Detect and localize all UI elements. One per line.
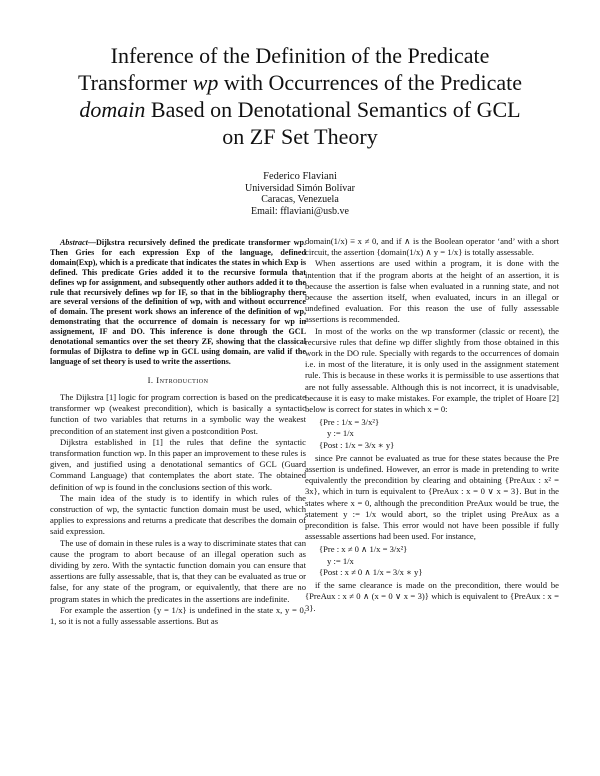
- title-line-4: on ZF Set Theory: [222, 124, 378, 149]
- title-line-2-post: with Occurrences of the Predicate: [218, 70, 522, 95]
- intro-paragraph: The Dijkstra [1] logic for program correction is based on the predicate transformer wp (weakest precondition), which is basically a syntactic function of two variables that returns in a symbolic way the weakest precondition of an statement inst given a postcondition Post.: [50, 391, 306, 436]
- author-affiliation: Universidad Simón Bolívar: [245, 182, 355, 194]
- hoare-triple-2: [319, 544, 559, 578]
- section-title: Introduction: [156, 374, 209, 385]
- body-paragraph: if the same clearance is made on the precondition, there would be {PreAux : x ≠ 0 ∧ (x = 0 ∨ x = 3)} which is equivalent to {PreAux : x = 3}.: [305, 580, 559, 613]
- author-city: Caracas, Venezuela: [261, 194, 339, 205]
- body-paragraph: since Pre cannot be evaluated as true for these states because the Pre assertion is undefined. However, an error is made in pretending to write equivalently the precondition by clearing and obtaining {PreAux : x² = 3x}, which in turn is equivalent to {PreAux : x = 0 ∨ x = 3}. But in the states where x = 0, although the precondition PreAux would be true, the statement y := 1/x would abort, so the triplet using PreAux as a precondition is false. This error would not have been possible if fully assessable assertions had been used. For instance,: [305, 452, 559, 542]
- section-heading: [50, 375, 306, 386]
- body-paragraph: In most of the works on the wp transformer (classic or recent), the recursive rules that define wp differ slightly from those obtained in this work in the DO rule. Specially with regards to the occurrences of domain i.e. in most of the literature, it is only used in the assignment statement rule. This is because in these works it is permissible to use assertions that are not fully assessable. Although this is not incorrect, it is unadvisable, because it is easy to make mistakes. For example, the triplet of Hoare [2] below is correct for states in which x = 0:: [305, 325, 559, 415]
- triple-postcondition: {Post : x ≠ 0 ∧ 1/x = 3/x ∗ y}: [319, 566, 423, 577]
- title-wp: wp: [192, 70, 219, 95]
- intro-paragraph: Dijkstra established in [1] the rules that define the syntactic transformation function wp. In this paper an improvement to these rules is given, and justified using a denotational semantics of GCL (Guard Command Language) that contemplates the abort state. The obtained definition of wp is found in the conclusions section of this work.: [50, 436, 306, 492]
- title-line-1: Inference of the Definition of the Predicate: [110, 43, 490, 68]
- author-name: Federico Flaviani: [263, 171, 337, 182]
- section-numeral: I.: [147, 374, 154, 385]
- body-paragraph: When assertions are used within a program, it is done with the intention that if the program aborts at the height of an assertion, it is because the assertion is false when evaluated in a running state, and not because the assertion itself, when evaluated, incurs in an illegal or undefined evaluation. For this reason the use of fully assessable assertions is recommended.: [305, 258, 559, 325]
- author-email: Email: fflaviani@usb.ve: [251, 205, 349, 217]
- body-paragraph: domain(1/x) ≡ x ≠ 0, and if ∧ is the Boolean operator ‘and’ with a short circuit, the assertion {domain(1/x) ∧ y = 1/x} is totally assessable.: [305, 236, 559, 258]
- intro-paragraph: The main idea of the study is to identify in which rules of the construction of wp, the syntactic function domain must be used, which applies to expressions and returns a predicate that describes the domain of said expression.: [50, 492, 306, 537]
- abstract-lead: Abstract: [60, 238, 88, 247]
- title-line-2-pre: Transformer: [78, 70, 193, 95]
- title-domain: domain: [79, 97, 146, 122]
- hoare-triple-1: [319, 417, 559, 451]
- intro-paragraph: For example the assertion {y = 1/x} is undefined in the state x, y = 0, 1, so it is not a fully assessable assertions. But as: [50, 604, 306, 627]
- abstract: [50, 238, 306, 367]
- author-block: [150, 171, 450, 217]
- triple-precondition: {Pre : x ≠ 0 ∧ 1/x = 3/x²}: [319, 544, 408, 555]
- triple-postcondition: {Post : 1/x = 3/x ∗ y}: [319, 439, 395, 450]
- abstract-text: —Dijkstra recursively defined the predicate transformer wp. Then Gries for each expression Exp of the language, defined domain(Exp), which is a predicate that indicates the states in which Exp is defined. This predicate Gries added it to the recursive formula that defines wp for assignment, and subsequently other authors added it to the rule that recursively defines wp for IF, so that in the bibliography there are several versions of the definition of wp, with and without occurrence of domain. The present work shows an inference of the definition of wp, demonstrating that the occurrence of domain is necessary for wp in assignement, IF and DO. This inference is done through the GCL denotational semantics over the set theory ZF, showing that the classical formulas of Dijkstra to define wp in GCL using domain, are valid if the language of set theory is used to write the assertions.: [50, 238, 306, 366]
- paper-title: [40, 42, 560, 150]
- left-column: [50, 238, 306, 627]
- triple-statement: y := 1/x: [327, 428, 354, 439]
- triple-precondition: {Pre : 1/x = 3/x²}: [319, 417, 380, 428]
- triple-statement: y := 1/x: [327, 555, 354, 566]
- right-column: [305, 236, 559, 614]
- title-line-3-post: Based on Denotational Semantics of GCL: [145, 97, 521, 122]
- intro-paragraph: The use of domain in these rules is a way to discriminate states that can cause the program to abort because of an illegal operation such as dividing by zero. With the syntactic function domain you can ensure that assertions are fully assessable, that is, that they can be evaluated as true or false, for any state of the program, or equivalently, that there are no program states in which the predicates in the assertions are indefinite.: [50, 537, 306, 604]
